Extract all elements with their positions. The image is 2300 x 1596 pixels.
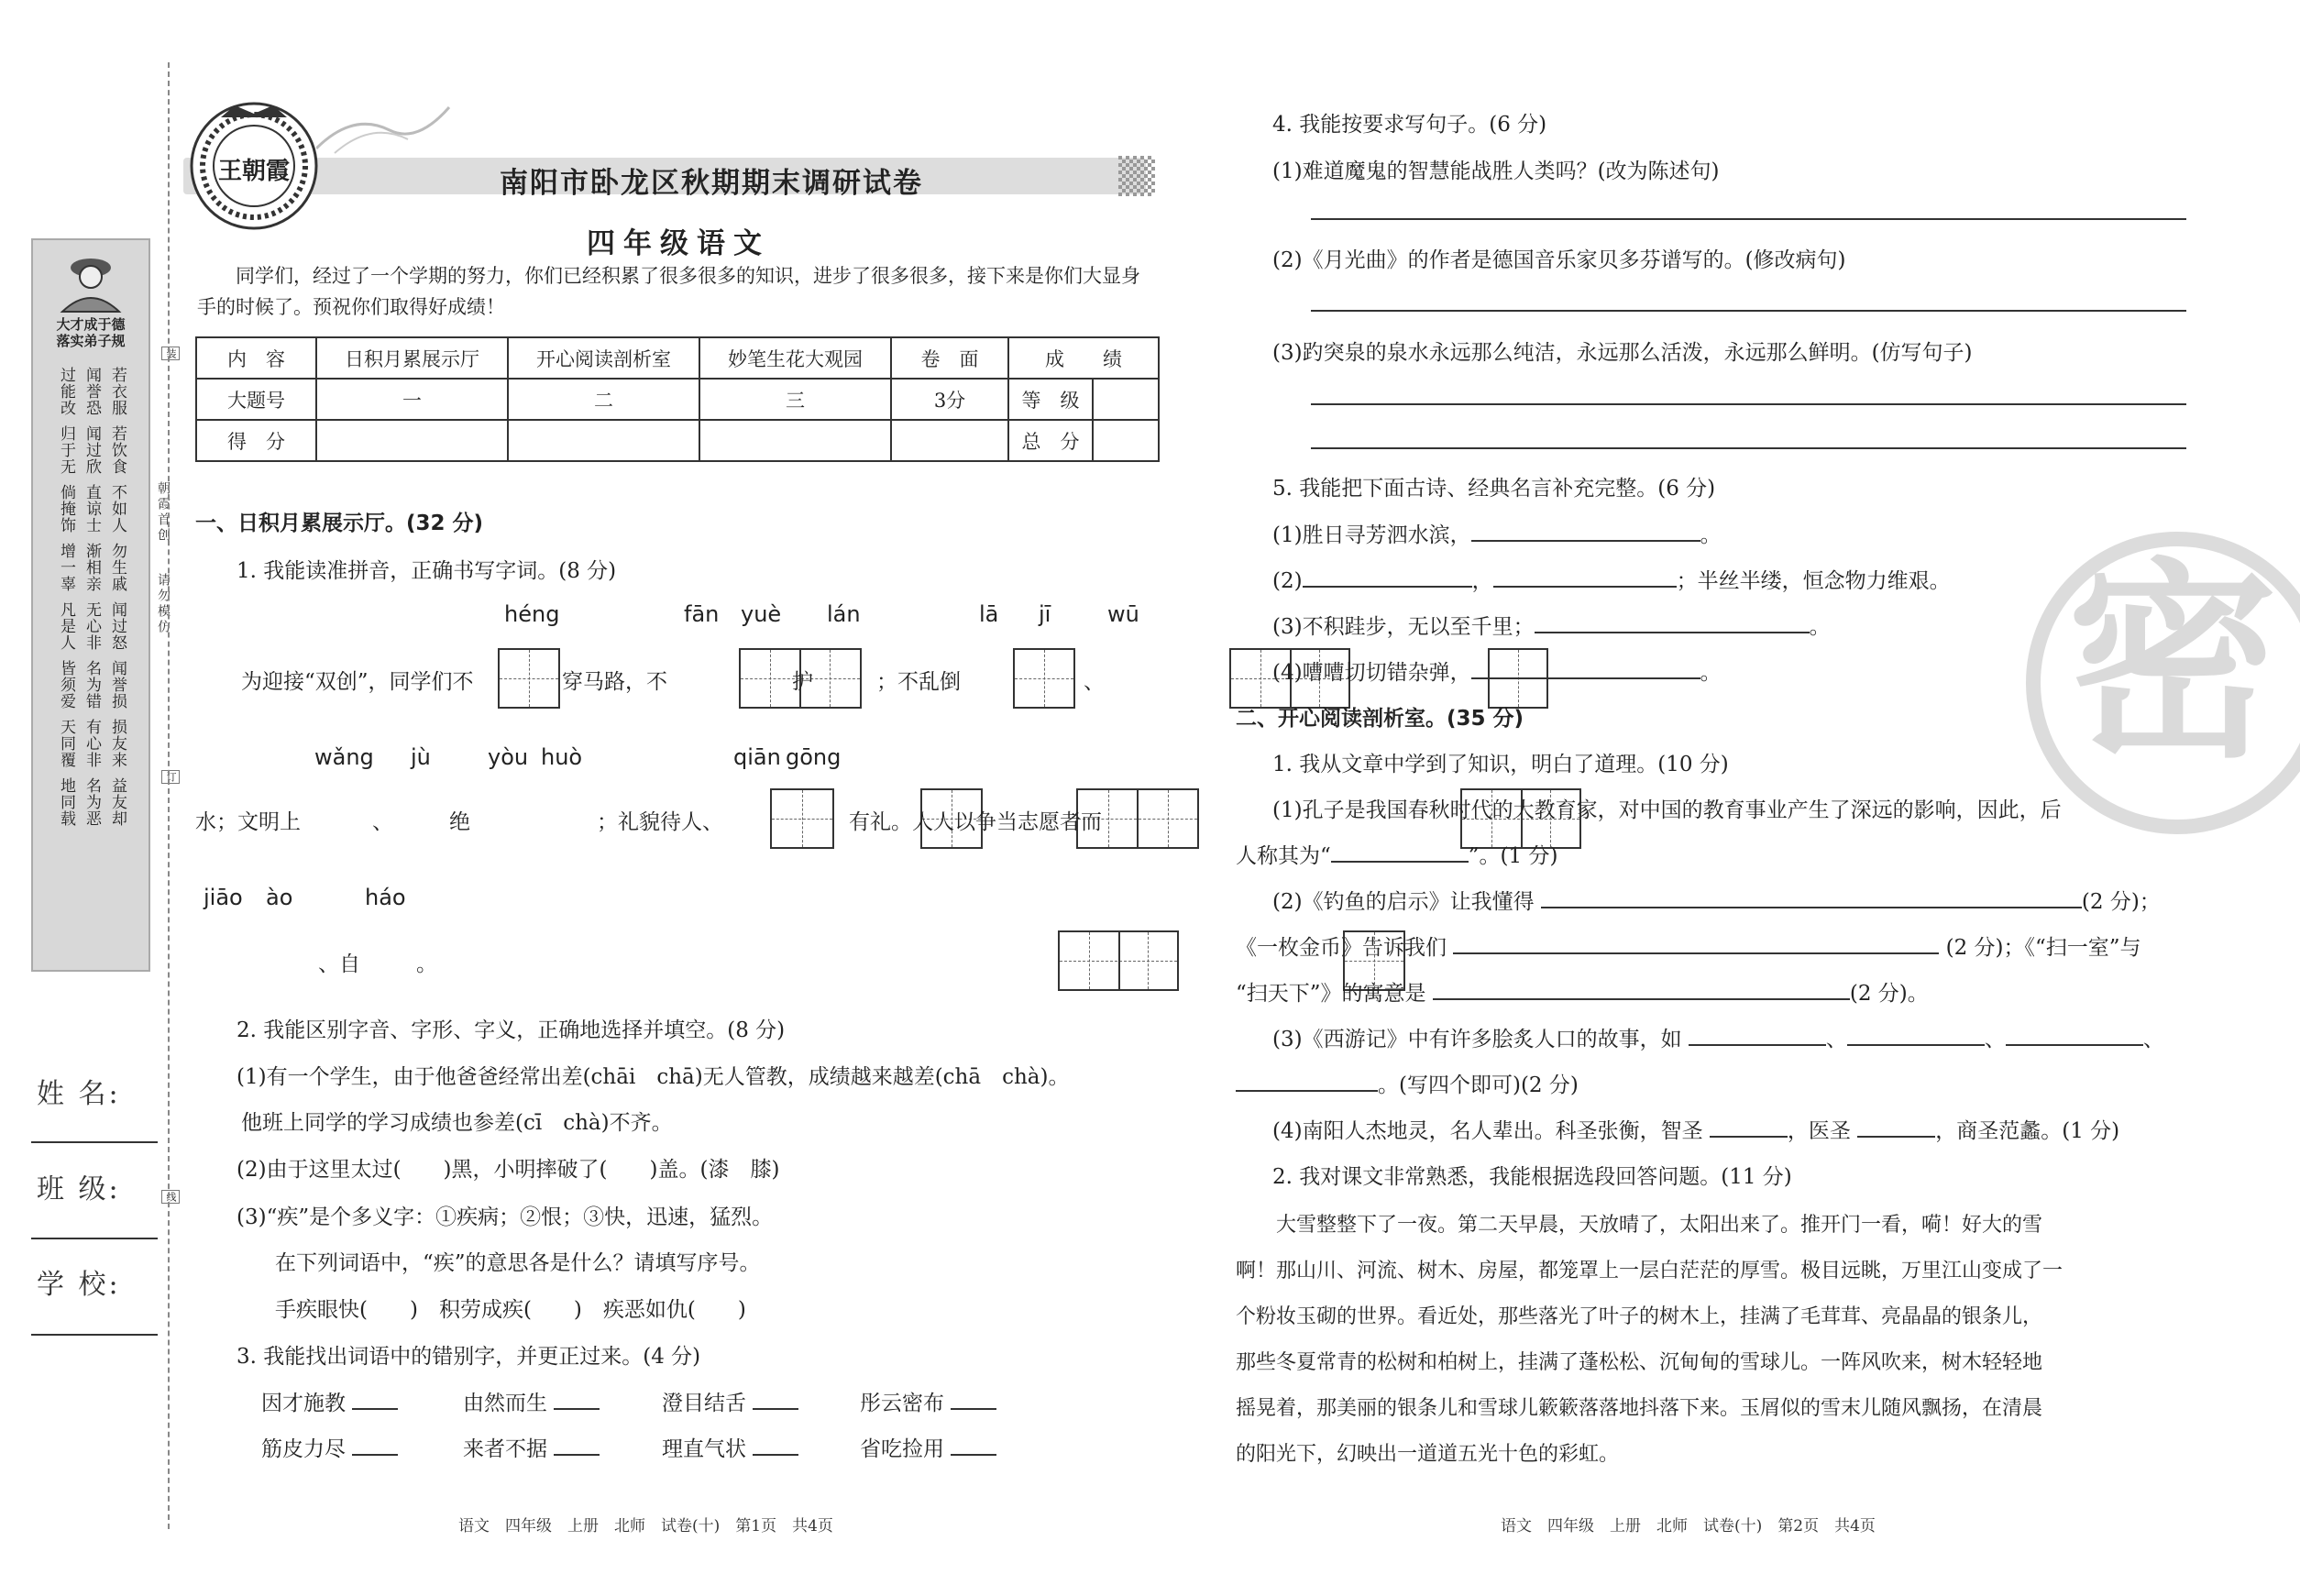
table-row [196,337,1159,379]
sidebar-idiom: 倘掩饰 [57,484,75,534]
page-footer: 语文 四年级 上册 北师 试卷(十) 第2页 共4页 [1501,1517,1876,1535]
binding-mark: 线 [161,1190,180,1204]
fill-text: 、 [1084,670,1105,694]
question-text: (1)孔子是我国春秋时代的大教育家，对中国的教育事业产生了深远的影响，因此，后 [1272,798,2062,822]
sidebar-idiom: 名为错 [83,660,101,710]
score-input[interactable] [891,420,1008,461]
fill-text: 有礼。人人以争当志愿者而 [849,810,1102,834]
sidebar-idiom: 皆须爱 [57,660,75,710]
table-cell: 3分 [891,379,1008,420]
sidebar-idiom: 有心非 [83,719,101,768]
word-item: 省吃捡用 [860,1432,996,1462]
word-item: 澄目结舌 [662,1386,798,1416]
pinyin: yuè [741,601,782,627]
question-title: 2. 我对课文非常熟悉，我能根据选段回答问题。(11 分) [1272,1165,1792,1189]
question-text: (1)有一个学生，由于他爸爸经常出差(chāi chā)无人管教，成绩越来越差(chā chà)。 [237,1065,1070,1089]
question-title: 5. 我能把下面古诗、经典名言补充完整。(6 分) [1272,477,1716,501]
question-text: (2)《月光曲》的作者是德国音乐家贝多芬谱写的。(修改病句) [1272,248,1846,272]
fill-text: 护 [792,670,813,694]
question-text: (1)胜日寻芳泗水滨， 。 [1272,523,1722,547]
question-text: 《一枚金币》告诉我们 (2 分)；《“扫一室”与 [1236,936,2141,960]
class-field[interactable] [31,1238,158,1239]
table-cell: 成 绩 [1008,337,1159,379]
logo-text: 王朝霞 [217,158,290,185]
fill-text: 、 [372,810,393,834]
table-cell: 总 分 [1008,420,1093,461]
table-row [196,420,1159,461]
sidebar-idiom: 勿生戚 [108,543,127,592]
score-table [195,336,1160,462]
fill-text: 。 [416,952,437,976]
copyright-seal: 朝霞首创 [156,481,171,544]
fill-text: 为迎接“双创”，同学们不 [241,670,474,694]
pinyin: fān [684,601,720,627]
fill-text: 绝 [449,810,470,834]
table-cell: 内 容 [196,337,316,379]
word-item: 彤云密布 [860,1386,996,1416]
pinyin: wū [1107,601,1139,627]
pinyin: lán [827,601,861,627]
pinyin: gōng [786,744,842,770]
sidebar-idiom: 凡是人 [57,601,75,651]
copyright-seal-2: 请勿模仿 [156,573,171,635]
name-field[interactable] [31,1141,158,1143]
intro-paragraph: 同学们，经过了一个学期的努力，你们已经积累了很多很多的知识，进步了很多很多，接下来是你们大显身手的时候了。预祝你们取得好成绩！ [197,265,1140,318]
question-text: (4)南阳人杰地灵，名人辈出。科圣张衡，智圣 ，医圣 ，商圣范蠡。(1 分) [1272,1119,2120,1143]
scholar-illustration [53,248,128,314]
sidebar-idiom: 过能改 [57,367,75,416]
sidebar-idiom: 损友来 [108,719,127,768]
question-text: (2)由于这里太过( )黑，小明摔破了( )盖。(漆 膝) [237,1158,780,1182]
question-title: 2. 我能区别字音、字形、字义，正确地选择并填空。(8 分) [237,1018,786,1042]
question-text: “扫天下”》的寓意是 (2 分)。 [1236,982,1929,1006]
score-input[interactable] [699,420,891,461]
sidebar-idiom: 若衣服 [108,367,127,416]
question-title: 3. 我能找出词语中的错别字，并更正过来。(4 分) [237,1345,701,1369]
character-grid[interactable] [1013,648,1075,709]
character-grid[interactable] [1058,930,1179,991]
pinyin: jiāo [204,885,243,910]
binding-line [168,62,170,1529]
sidebar-idioms [55,367,128,827]
word-item: 筋皮力尽 [261,1432,398,1462]
question-text: (4)嘈嘈切切错杂弹， 。 [1272,661,1722,685]
school-field[interactable] [31,1334,158,1336]
sidebar-idiom: 若饮食 [108,425,127,475]
answer-line[interactable] [1311,218,2186,220]
page-footer: 语文 四年级 上册 北师 试卷(十) 第1页 共4页 [458,1517,833,1535]
fill-text: 水；文明上 [195,810,301,834]
fill-text: 、自 [318,952,360,976]
table-cell: 妙笔生花大观园 [699,337,891,379]
sidebar-idiom: 益友却 [108,777,127,827]
question-text: (3)《西游记》中有许多脍炙人口的故事，如 、 、 、 [1272,1028,2164,1051]
table-cell: 二 [508,379,699,420]
answer-line[interactable] [1311,447,2186,449]
pinyin: jù [411,744,431,770]
pinyin: yòu [488,744,529,770]
table-cell: 大题号 [196,379,316,420]
school-label: 学 校: [37,1269,121,1301]
question-text: 人称其为“ ”。(1 分) [1236,844,1558,868]
answer-line[interactable] [1311,310,2186,312]
sidebar-idiom: 名为恶 [83,777,101,827]
score-input[interactable] [508,420,699,461]
sidebar-idiom: 天同覆 [57,719,75,768]
table-cell: 三 [699,379,891,420]
watermark-mark: 密 [2067,542,2279,787]
pinyin: háo [365,885,406,910]
question-text: 他班上同学的学习成绩也参差(cī chà)不齐。 [241,1111,673,1135]
pinyin: wǎng [314,744,374,770]
section-heading: 一、日积月累展示厅。(32 分) [195,512,484,535]
table-row [196,379,1159,420]
sidebar-idiom: 闻誉损 [108,660,127,710]
question-text: 在下列词语中，“疾”的意思各是什么？请填写序号。 [275,1251,761,1275]
question-text: (1)难道魔鬼的智慧能战胜人类吗？(改为陈述句) [1272,160,1720,183]
question-text: 手疾眼快( ) 积劳成疾( ) 疾恶如仇( ) [275,1298,746,1322]
pinyin: ào [266,885,293,910]
class-label: 班 级: [37,1173,121,1205]
total-input[interactable] [1093,420,1159,461]
binding-mark: 订 [161,770,180,784]
exam-title: 南阳市卧龙区秋期期末调研试卷 [500,167,923,200]
exam-subtitle: 四年级语文 [587,227,770,260]
sidebar-idiom: 闻誉恐 [83,367,101,416]
word-item: 因才施教 [261,1386,398,1416]
question-text: (3)“疾”是个多义字：①疾病；②恨；③快，迅速，猛烈。 [237,1205,774,1229]
sidebar-idiom: 不如人 [108,484,127,534]
pinyin: jī [1039,601,1051,627]
word-item: 理直气状 [662,1432,798,1462]
table-cell: 卷 面 [891,337,1008,379]
question-text: 。(写四个即可)(2 分) [1236,1068,1579,1098]
section-heading: 二、开心阅读剖析室。(35 分) [1236,707,1524,731]
character-grid[interactable] [498,648,560,709]
table-cell: 开心阅读剖析室 [508,337,699,379]
question-title: 1. 我从文章中学到了知识，明白了道理。(10 分) [1272,753,1729,776]
table-cell: 日积月累展示厅 [316,337,508,379]
sidebar-idiom: 归于无 [57,425,75,475]
table-cell: 等 级 [1008,379,1093,420]
table-cell: 一 [316,379,508,420]
banner-pattern-icon [1118,156,1155,196]
answer-line[interactable] [1311,403,2186,405]
question-text: (3)趵突泉的泉水永远那么纯洁，永远那么活泼，永远那么鲜明。(仿写句子) [1272,341,1973,365]
sidebar-idiom: 闻过欣 [83,425,101,475]
question-title: 4. 我能按要求写句子。(6 分) [1272,113,1547,137]
fill-text: ；不乱倒 [876,670,961,694]
word-item: 来者不据 [463,1432,600,1462]
question-text: (2)《钓鱼的启示》让我懂得 (2 分)； [1272,890,2161,914]
sidebar-idiom: 增一辜 [57,543,75,592]
sidebar-idiom: 渐相亲 [83,543,101,592]
question-text: (2) ， ；半丝半缕，恒念物力维艰。 [1272,569,1951,593]
sidebar-idiom: 地同载 [57,777,75,827]
reading-passage: 大雪整整下了一夜。第二天早晨，天放晴了，太阳出来了。推开门一看，嗬！好大的雪 啊！那山川、河流、树木、房屋，都笼罩上一层白茫茫的厚雪。极目远眺，万里江山变成了一 个粉妆玉砌的世界。看近处，那些落光了叶子的树木上，挂满了毛茸茸、亮晶晶的银条儿， 那些冬夏常青的松树和柏树上，挂满了蓬松松、沉甸甸的雪球儿。一阵风吹来，树木轻轻地 摇晃着，那美丽的银条儿和雪球儿簌簌落落地抖落下来。玉屑似的雪末儿随风飘扬，在清晨 的阳光下，幻映出一道道五光十色的彩虹。 [1236,1214,2063,1466]
word-item: 由然而生 [463,1386,600,1416]
sidebar-idiom: 闻过怒 [108,601,127,651]
pinyin: héng [504,601,560,627]
name-label: 姓 名: [37,1078,121,1110]
pinyin: lā [979,601,999,627]
binding-mark: 装 [161,347,180,360]
score-input[interactable] [316,420,508,461]
pinyin: qiān [733,744,781,770]
sidebar-idiom: 无心非 [83,601,101,651]
pinyin: huò [541,744,583,770]
question-text: (3)不积跬步，无以至千里； 。 [1272,615,1831,639]
fill-text: 穿马路，不 [562,670,667,694]
sidebar-idiom: 直谅士 [83,484,101,534]
sidebar-motto: 大才成于德 落实弟子规 [56,316,126,349]
table-cell: 得 分 [196,420,316,461]
character-grid[interactable] [770,788,834,849]
fill-text: ；礼貌待人、 [597,810,723,834]
grade-input[interactable] [1093,379,1159,420]
ribbon-decoration-icon [316,103,454,158]
question-title: 1. 我能读准拼音，正确书写字词。(8 分) [237,559,617,583]
